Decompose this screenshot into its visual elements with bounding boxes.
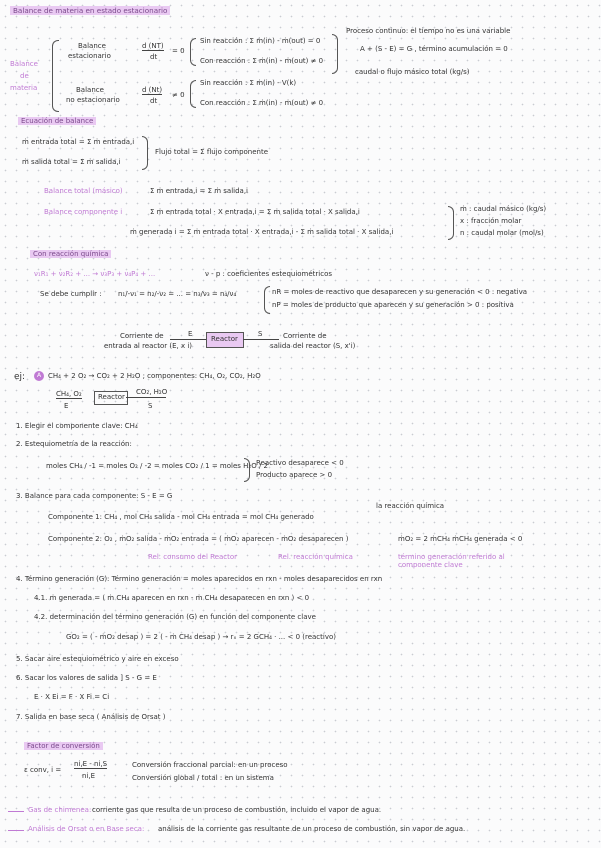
ej-box-in: CH₄, O₂ (56, 390, 82, 398)
row1-eq: = 0 (172, 47, 185, 55)
step-4-eq: GO₂ = ( - ṁO₂ desap ) = 2 ( - ṁ CH₄ desap ) → rₓ = 2 GCH₄ · ... < 0 (reactivo) (66, 633, 336, 641)
comp-1: Componente 1: CH₄ , mol CH₄ salida - mol CH₄ entrada = mol CH₄ generado (48, 513, 314, 521)
brace-legend (448, 206, 454, 240)
conv-1: Conversión fraccional parcial: en un proceso (132, 761, 288, 769)
cumplir-note-1: nR = moles de reactivo que desaparecen y su generación < 0 : negativa (272, 288, 528, 296)
section-conversion: Factor de conversión (24, 742, 103, 750)
def-2-label: Análisis de Orsat o en Base seca: (28, 825, 145, 833)
brace-totals (142, 136, 148, 170)
row2-a: Balance (76, 86, 104, 94)
step-7: 7. Salida en base seca ( Análisis de Orsat ) (16, 713, 166, 721)
ej-box-out: CO₂, H₂O (136, 388, 168, 396)
balance-comp-label: Balance componente i (44, 208, 123, 216)
section-reaccion: Con reacción química (30, 250, 111, 258)
ej-number-badge: A (34, 371, 44, 381)
cumplir-frac: n₁/-ν₁ = n₂/-ν₂ = ... = n₃/ν₃ = n₄/ν₄ (118, 290, 237, 298)
row2-frac-den: dt (150, 97, 158, 105)
section-balance: Ecuación de balance (18, 117, 96, 125)
conv-2: Conversión global / total : en un sistema (132, 774, 274, 782)
def-1-label: Gas de chimenea: (28, 806, 92, 814)
step-6-eq: E · X Ei = F · X Fi = Ci (34, 693, 110, 701)
diag-left-1: Corriente de (120, 332, 164, 340)
diag-arrow-out (243, 339, 279, 340)
brace-cumplir (264, 286, 270, 314)
conv-den: ni,E (82, 772, 96, 780)
balance-total-label: Balance total (másico) (44, 187, 123, 195)
step-3-note: la reacción química (376, 502, 445, 510)
diag-S: S (258, 330, 263, 338)
step-4-2: 4.2. determinación del término generación (G) en función del componente clave (34, 613, 316, 621)
step-6: 6. Sacar los valores de salida ] S - G = E (16, 674, 157, 682)
row1-sin: Sin reacción : Σ ṁ(in) - ṁ(out) = 0 (200, 37, 321, 45)
balance-gen-eq: ṁ generada i = Σ ṁ entrada total · X entrada,i - Σ ṁ salida total · X salida,i (130, 228, 394, 236)
conv-num: ni,E - ni,S (74, 760, 108, 768)
step-4-1: 4.1. ṁ generada = ( ṁ CH₄ aparecen en rxn - ṁ CH₄ desaparecen en rxn ) < 0 (34, 594, 310, 602)
comp-2-sub-2: Rel. reacción química (278, 553, 353, 561)
flujo-total: Flujo total = Σ flujo componente (155, 148, 269, 156)
legend-2: x : fracción molar (460, 217, 522, 225)
sal-total: ṁ salida total = Σ ṁ salida,i (22, 158, 121, 166)
brace-main (52, 40, 59, 112)
diag-E: E (188, 330, 193, 338)
step-2: 2. Estequiometría de la reacción: (16, 440, 132, 448)
ej-reaction: CH₄ + 2 O₂ → CO₂ + 2 H₂O ; componentes: CH₄, O₂, CO₂, H₂O (48, 372, 261, 380)
note-right-3: caudal o flujo másico total (kg/s) (355, 68, 470, 76)
row1-b: estacionario (68, 52, 111, 60)
def-1: corriente gas que resulta de un proceso de combustión, incluido el vapor de agua. (92, 806, 382, 814)
note-right-1: Proceso continuo: el tiempo no es una variable (346, 27, 511, 35)
cumplir-note-2: nP = moles de producto que aparecen y su generación > 0 : positiva (272, 301, 514, 309)
row1-a: Balance (78, 42, 106, 50)
step-4: 4. Término generación (G): Término generación = moles aparecidos en rxn - moles desaparecidos en rxn (16, 575, 383, 583)
reaccion-note: ν - p : coeficientes estequiométricos (205, 270, 333, 278)
conv-lhs: ε conv, i = (24, 766, 62, 774)
diag-right-2: salida del reactor (S, x'i) (270, 342, 356, 350)
row1-con: Con reacción : Σ ṁ(in) - ṁ(out) ≠ 0 (200, 57, 324, 65)
row2-b: no estacionario (66, 96, 120, 104)
diag-mid: Reactor (211, 335, 238, 343)
cumplir-label: Se debe cumplir : (40, 290, 102, 298)
note-right-2: A + (S - E) = G , término acumulación = 0 (360, 45, 508, 53)
ej-label: ej: (14, 372, 26, 382)
comp-2: Componente 2: O₂ , ṁO₂ salida - ṁO₂ entrada = ( ṁO₂ aparecen - ṁO₂ desaparecen ) (48, 535, 349, 543)
side-label-1: Balance (10, 60, 38, 68)
balance-comp-eq: Σ ṁ entrada total · X entrada,i = Σ ṁ salida total · X salida,i (150, 208, 360, 216)
row2-frac-num: d (Nt) (142, 86, 163, 94)
comp-2-right: ṁO₂ = 2 ṁCH₄ ṁCH₄ generada < 0 (398, 535, 523, 543)
diag-arrow-in (170, 339, 206, 340)
ej-S: S (148, 402, 153, 410)
row2-con: Con reacción : Σ ṁ(in) - ṁ(out) ≠ 0 (200, 99, 324, 107)
step-2-note-1: Reactivo desaparece < 0 (256, 459, 344, 467)
def-2: análisis de la corriente gas resultante de un proceso de combustión, sin vapor de agua. (158, 825, 466, 833)
comp-2-sub-1: Rel. consumo del Reactor (148, 553, 238, 561)
diag-left-2: entrada al reactor (E, x i) (104, 342, 193, 350)
brace-row2 (190, 80, 196, 108)
reaccion-eq: ν₁R₁ + ν₂R₂ + ... → ν₃P₃ + ν₄P₄ + ... (34, 270, 156, 278)
ent-total: ṁ entrada total = Σ ṁ entrada,i (22, 138, 135, 146)
def-1-arrow (8, 811, 24, 812)
step-5: 5. Sacar aire estequiométrico y aire en exceso (16, 655, 179, 663)
side-label-2: de (20, 72, 29, 80)
comp-2-sub-3: término generación referido al componente clave (398, 553, 505, 569)
diag-right-1: Corriente de (283, 332, 327, 340)
balance-total-eq: Σ ṁ entrada,i = Σ ṁ salida,i (150, 187, 248, 195)
ej-E: E (64, 402, 69, 410)
main-heading: Balance de materia en estado estacionario (10, 6, 170, 15)
row2-sin: Sin reacción : Σ ṁ(in) - V(k) (200, 79, 297, 87)
legend-1: ṁ : caudal másico (kg/s) (460, 205, 547, 213)
row1-frac-den: dt (150, 53, 158, 61)
row1-frac-num: d (NT) (142, 42, 164, 50)
legend-3: n : caudal molar (mol/s) (460, 229, 544, 237)
brace-row1 (190, 38, 196, 66)
step-2-note-2: Producto aparece > 0 (256, 471, 333, 479)
ej-box-mid: Reactor (98, 393, 125, 401)
def-2-arrow (8, 830, 24, 831)
brace-step2 (244, 458, 250, 482)
step-2-eq: moles CH₄ / -1 = moles O₂ / -2 = moles CO₂ / 1 = moles H₂O / 2 (46, 462, 269, 470)
side-label-3: materia (10, 84, 38, 92)
ej-arrow-out (126, 397, 166, 398)
step-1: 1. Elegir el componente clave: CH₄ (16, 422, 138, 430)
row2-eq: ≠ 0 (172, 91, 185, 99)
step-3: 3. Balance para cada componente: S - E = G (16, 492, 173, 500)
brace-right-notes (332, 34, 338, 74)
